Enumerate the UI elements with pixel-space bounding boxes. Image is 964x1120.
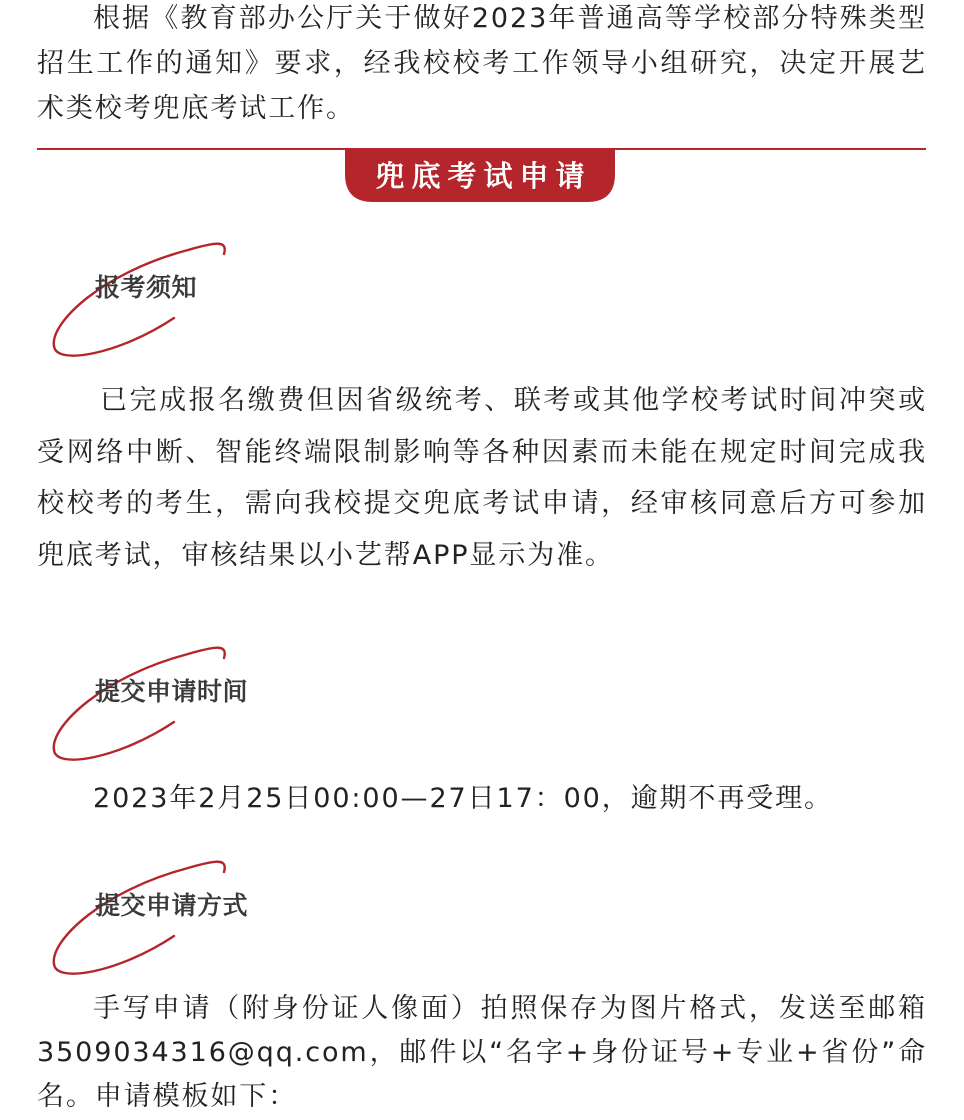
- section-title: 提交申请方式: [95, 891, 249, 920]
- banner-title: 兜底考试申请: [375, 159, 592, 193]
- time-paragraph: 2023年2月25日00:00—27日17：00，逾期不再受理。: [93, 783, 833, 814]
- method-paragraph: 手写申请（附身份证人像面）拍照保存为图片格式，发送至邮箱3509034316@qq.com，邮件以“名字+身份证号+专业+省份”命名。申请模板如下：: [37, 993, 927, 1112]
- section-heading-time: [46, 642, 306, 772]
- section-heading-notice: [46, 238, 306, 368]
- section-heading-method: [46, 856, 306, 986]
- section-title: 报考须知: [95, 273, 198, 302]
- notice-paragraph: 已完成报名缴费但因省级统考、联考或其他学校考试时间冲突或受网络中断、智能终端限制影响等各种因素而未能在规定时间完成我校校考的考生，需向我校提交兜底考试申请，经审核同意后方可参加兜底考试，审核结果以小艺帮APP显示为准。: [37, 385, 927, 571]
- intro-paragraph: 根据《教育部办公厅关于做好2023年普通高等学校部分特殊类型招生工作的通知》要求，经我校校考工作领导小组研究，决定开展艺术类校考兜底考试工作。: [37, 3, 927, 124]
- section-title: 提交申请时间: [95, 677, 249, 706]
